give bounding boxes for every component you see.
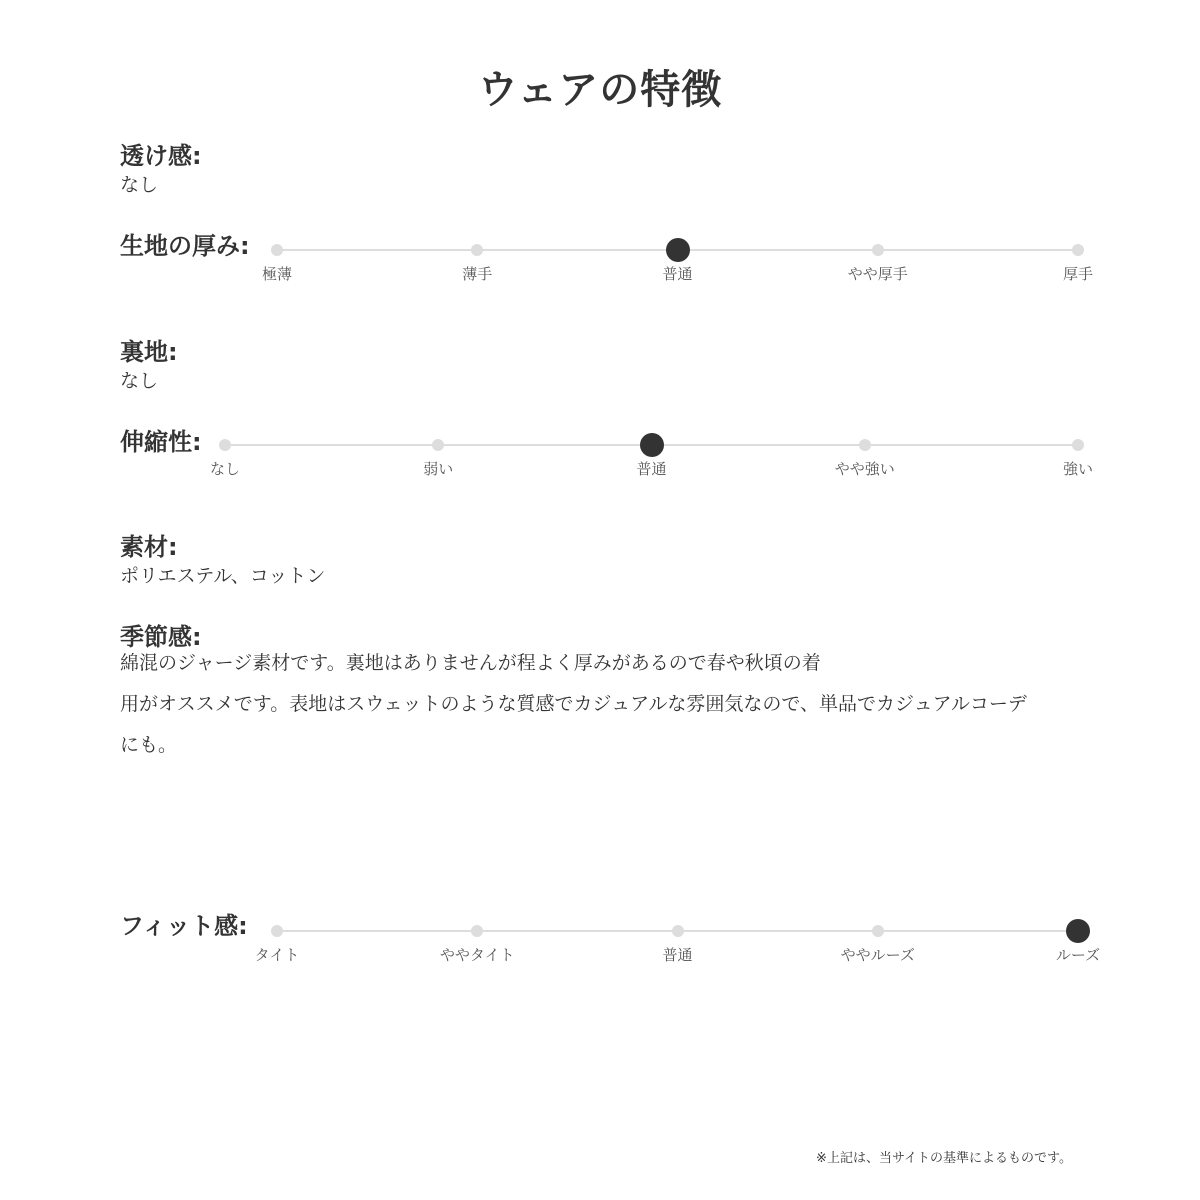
fit-scale [254,921,1101,971]
fit-option-label: ややルーズ [840,946,915,964]
fit-option-label: 普通 [662,946,693,964]
season-label: 季節感: [120,623,202,651]
stretch-option-label: なし [209,460,240,478]
fit-option-label: タイト [254,946,300,964]
sheerness-label: 透け感: [120,142,202,170]
fit-scale-dot [672,925,684,937]
fit-option-label: ルーズ [1055,946,1101,964]
thickness-selected-dot [666,238,690,262]
stretch-option-label: 弱い [423,460,454,478]
stretch-option-label: 普通 [636,460,667,478]
stretch-label: 伸縮性: [120,428,202,456]
stretch-scale-dot [432,439,444,451]
stretch-selected-dot [640,433,664,457]
stretch-scale-dot [859,439,871,451]
stretch-scale-dot [1072,439,1084,451]
season-description-line: にも。 [120,734,178,756]
stretch-scale [209,435,1093,485]
thickness-scale-dot [1072,244,1084,256]
lining-label: 裏地: [120,338,178,366]
thickness-option-label: やや厚手 [847,265,908,283]
stretch-scale-dot [219,439,231,451]
fit-scale-dot [471,925,483,937]
thickness-label: 生地の厚み: [120,232,250,260]
fit-label: フィット感: [120,912,248,940]
season-description-line: 綿混のジャージ素材です。裏地はありませんが程よく厚みがあるので春や秋頃の着 [120,652,821,674]
thickness-scale-dot [471,244,483,256]
stretch-option-label: 強い [1062,460,1093,478]
fit-option-label: ややタイト [439,946,515,964]
fit-selected-dot [1066,919,1090,943]
season-description [120,643,1100,766]
thickness-option-label: 極薄 [261,265,292,283]
material-label: 素材: [120,533,178,561]
thickness-option-label: 普通 [662,265,693,283]
stretch-option-label: やや強い [834,460,895,478]
fit-scale-dot [271,925,283,937]
lining-value: なし [120,370,159,392]
sheerness-value: なし [120,174,159,196]
season-description-line: 用がオススメです。表地はスウェットのような質感でカジュアルな雰囲気なので、単品でカジュアルコーデ [120,693,1027,715]
thickness-scale-dot [271,244,283,256]
thickness-option-label: 厚手 [1062,265,1093,283]
material-value: ポリエステル、コットン [120,565,326,587]
footnote: ※上記は、当サイトの基準によるものです。 [816,1151,1072,1166]
fit-scale-dot [872,925,884,937]
thickness-option-label: 薄手 [462,265,493,283]
thickness-scale-dot [872,244,884,256]
page-title: ウェアの特徴 [477,67,723,113]
thickness-scale [261,240,1093,290]
